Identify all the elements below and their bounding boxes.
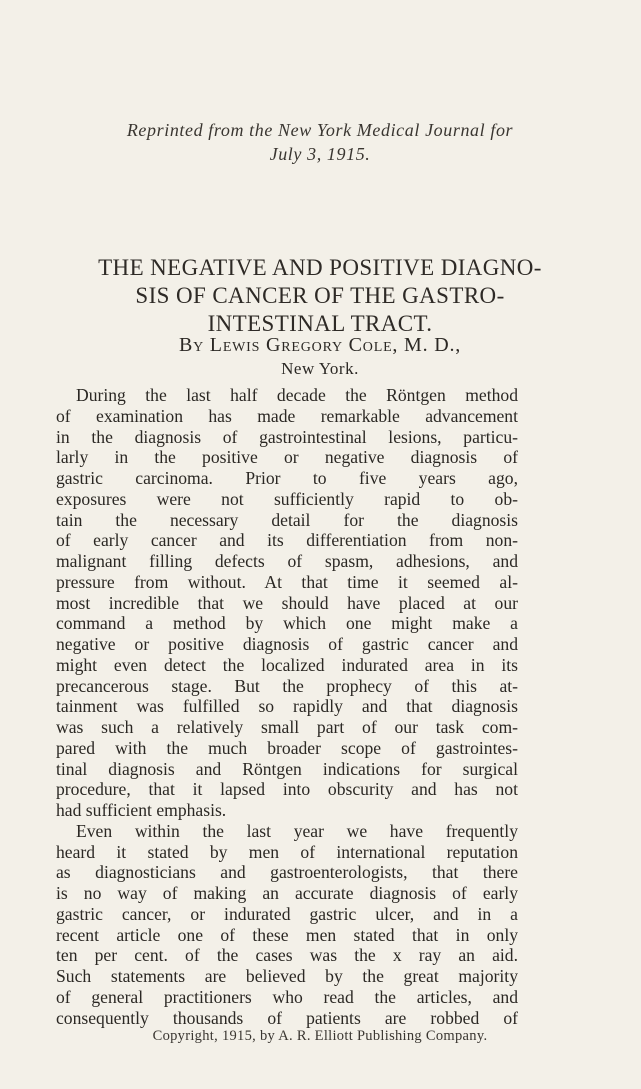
article-title-line-3: INTESTINAL TRACT. xyxy=(207,311,433,336)
copyright-notice: Copyright, 1915, by A. R. Elliott Publishing Company. xyxy=(152,1028,488,1044)
reprint-notice-line-1: Reprinted from the New York Medical Journal for xyxy=(126,120,514,140)
text-line: procedure, that it lapsed into obscurity and has not xyxy=(56,779,518,800)
text-line: larly in the positive or negative diagnosis of xyxy=(56,447,518,468)
text-line: of general practitioners who read the articles, and xyxy=(56,986,518,1007)
text-line: pressure from without. At that time it seemed al- xyxy=(56,571,518,592)
text-line: During the last half decade the Röntgen method xyxy=(76,385,518,405)
text-line: as diagnosticians and gastroenterologists, that there xyxy=(56,862,518,883)
reprint-notice xyxy=(60,118,580,166)
text-line: gastric carcinoma. Prior to five years ago, xyxy=(56,468,518,488)
text-line: had sufficient emphasis. xyxy=(56,800,227,820)
reprint-notice-line-2: July 3, 1915. xyxy=(269,144,371,164)
text-line: Such statements are believed by the great majority xyxy=(56,966,518,986)
article-title-line-1: THE NEGATIVE AND POSITIVE DIAGNO- xyxy=(98,255,542,280)
text-line: pared with the much broader scope of gastrointes- xyxy=(56,737,518,758)
text-line: might even detect the localized indurated area in its xyxy=(56,654,518,675)
text-line: recent article one of these men stated that in only xyxy=(56,924,518,945)
article-title xyxy=(40,254,600,338)
text-line: malignant filling defects of spasm, adhesions, and xyxy=(56,551,518,571)
text-line: of examination has made remarkable advancement xyxy=(56,405,518,426)
text-line: in the diagnosis of gastrointestinal lesions, particu- xyxy=(56,426,518,447)
text-line: most incredible that we should have placed at our xyxy=(56,592,518,613)
text-line: gastric cancer, or indurated gastric ulcer, and in a xyxy=(56,903,518,924)
paragraph xyxy=(56,385,518,821)
text-line: tainment was fulfilled so rapidly and that diagnosis xyxy=(56,696,518,717)
author-byline: By Lewis Gregory Cole, M. D., xyxy=(178,334,462,356)
text-line: of early cancer and its differentiation from non- xyxy=(56,530,518,551)
article-body xyxy=(56,385,518,1028)
author-city: New York. xyxy=(281,359,359,378)
paragraph xyxy=(56,821,518,1029)
text-line: ten per cent. of the cases was the x ray an aid. xyxy=(56,945,518,966)
text-line: tain the necessary detail for the diagnosis xyxy=(56,509,518,530)
text-line: precancerous stage. But the prophecy of this at- xyxy=(56,675,518,696)
text-line: Even within the last year we have frequently xyxy=(76,820,518,841)
text-line: negative or positive diagnosis of gastric cancer and xyxy=(56,634,518,654)
text-line: is no way of making an accurate diagnosis of early xyxy=(56,883,518,903)
text-line: was such a relatively small part of our task com- xyxy=(56,717,518,737)
text-line: tinal diagnosis and Röntgen indications for surgical xyxy=(56,758,518,779)
text-line: exposures were not sufficiently rapid to ob- xyxy=(56,488,518,509)
text-line: command a method by which one might make a xyxy=(56,613,518,634)
article-title-line-2: SIS OF CANCER OF THE GASTRO- xyxy=(135,283,505,308)
text-line: heard it stated by men of international reputation xyxy=(56,841,518,862)
text-line: consequently thousands of patients are robbed of xyxy=(56,1007,518,1028)
